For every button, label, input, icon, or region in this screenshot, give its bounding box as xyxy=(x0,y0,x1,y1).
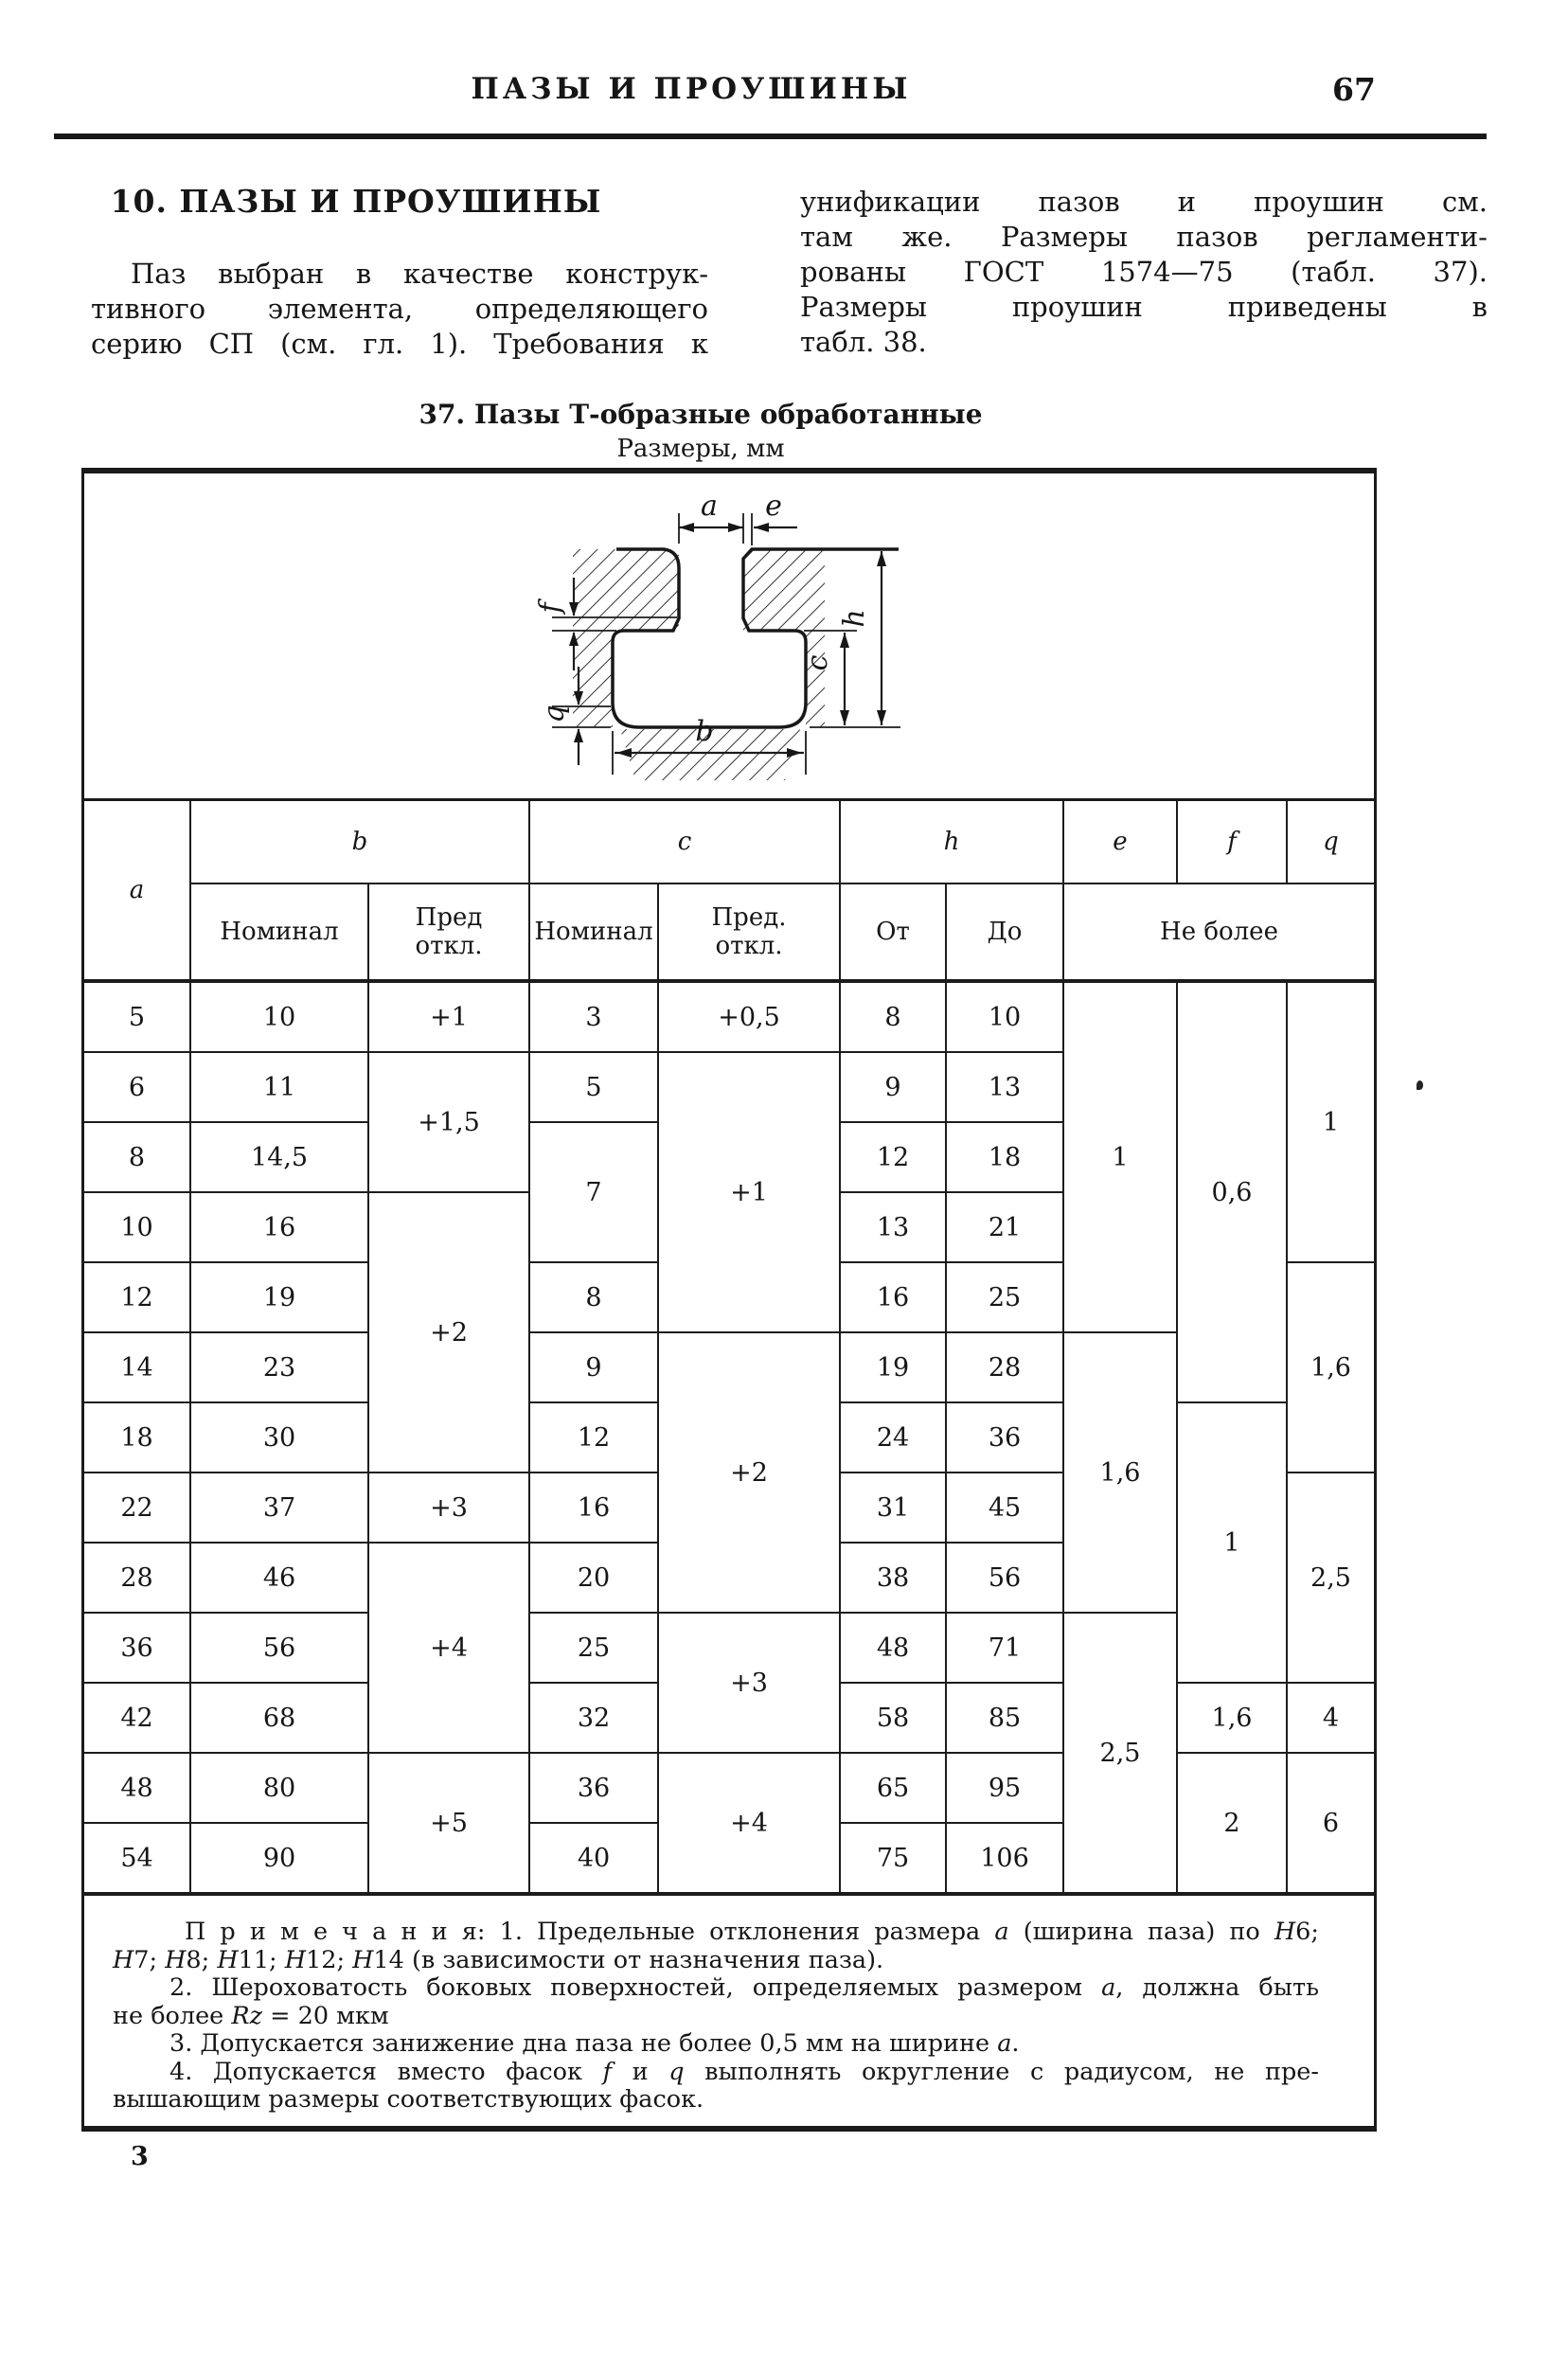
intro-left-line: Паз выбран в качестве конструк- xyxy=(131,258,708,290)
cell-h-do: 13 xyxy=(946,1052,1063,1122)
dim-label-q: q xyxy=(538,705,571,723)
cell-e: 2,5 xyxy=(1063,1613,1177,1892)
cell-b-nom: 56 xyxy=(190,1613,368,1683)
dim-label-e: e xyxy=(765,490,782,523)
cell-h-do: 106 xyxy=(946,1823,1063,1892)
cell-c-nom: 32 xyxy=(529,1683,658,1753)
cell-b-nom: 16 xyxy=(190,1192,368,1262)
cell-b-otkl: +5 xyxy=(368,1753,529,1892)
cell-a: 54 xyxy=(84,1823,190,1892)
intro-right-column xyxy=(800,185,1488,360)
intro-left-line: серию СП (см. гл. 1). Требования к xyxy=(91,328,708,360)
table-title: 37. Пазы Т-образные обработанные xyxy=(419,399,983,430)
cell-b-nom: 30 xyxy=(190,1402,368,1472)
page-number: 67 xyxy=(1332,71,1376,108)
t-slot-dimensions-table xyxy=(84,801,1374,1892)
intro-right-line: Размеры проушин приведены в xyxy=(800,291,1488,323)
cell-b-nom: 90 xyxy=(190,1823,368,1892)
cell-h-ot: 8 xyxy=(840,981,946,1052)
col-header-f: f xyxy=(1177,801,1287,884)
table-notes xyxy=(84,1892,1374,2115)
t-slot-cross-section-drawing xyxy=(527,479,984,799)
note-line: 3. Допускается занижение дна паза не более 0,5 мм на ширине a. xyxy=(169,2029,1020,2058)
cell-h-do: 45 xyxy=(946,1472,1063,1543)
subheader-c-nominal: Номинал xyxy=(529,884,658,981)
subheader-h-to: До xyxy=(946,884,1063,981)
note-line: H7; H8; H11; H12; H14 (в зависимости от назначения паза). xyxy=(113,1945,884,1974)
cell-h-ot: 75 xyxy=(840,1823,946,1892)
cell-b-nom: 11 xyxy=(190,1052,368,1122)
cell-h-ot: 31 xyxy=(840,1472,946,1543)
cell-q: 4 xyxy=(1287,1683,1374,1753)
cell-f: 1 xyxy=(1177,1402,1287,1683)
subheader-ne-bolee: Не более xyxy=(1063,884,1374,981)
col-header-e: e xyxy=(1063,801,1177,884)
cell-h-ot: 19 xyxy=(840,1332,946,1402)
cell-c-nom: 7 xyxy=(529,1122,658,1262)
cell-c-otkl: +3 xyxy=(658,1613,840,1753)
cell-c-otkl: +1 xyxy=(658,1052,840,1332)
cell-h-ot: 12 xyxy=(840,1122,946,1192)
t-slot-drawing-area xyxy=(84,473,1374,801)
dim-label-b: b xyxy=(695,715,714,748)
cell-b-nom: 46 xyxy=(190,1543,368,1613)
cell-a: 10 xyxy=(84,1192,190,1262)
cell-f: 1,6 xyxy=(1177,1683,1287,1753)
cell-b-otkl: +1,5 xyxy=(368,1052,529,1192)
signature-mark: 3 xyxy=(131,2142,158,2167)
cell-b-otkl: +2 xyxy=(368,1192,529,1472)
cell-q: 2,5 xyxy=(1287,1472,1374,1683)
cell-q: 1,6 xyxy=(1287,1262,1374,1472)
intro-right-line: унификации пазов и проушин см. xyxy=(800,186,1488,218)
cell-h-do: 56 xyxy=(946,1543,1063,1613)
cell-h-do: 95 xyxy=(946,1753,1063,1823)
intro-left-line: тивного элемента, определяющего xyxy=(91,293,708,325)
cell-h-ot: 16 xyxy=(840,1262,946,1332)
cell-c-otkl: +0,5 xyxy=(658,981,840,1052)
cell-h-ot: 38 xyxy=(840,1543,946,1613)
cell-h-ot: 9 xyxy=(840,1052,946,1122)
cell-a: 14 xyxy=(84,1332,190,1402)
cell-c-nom: 20 xyxy=(529,1543,658,1613)
cell-a: 22 xyxy=(84,1472,190,1543)
cell-c-nom: 16 xyxy=(529,1472,658,1543)
cell-f: 0,6 xyxy=(1177,981,1287,1402)
cell-f: 2 xyxy=(1177,1753,1287,1892)
cell-c-nom: 3 xyxy=(529,981,658,1052)
cell-a: 18 xyxy=(84,1402,190,1472)
cell-b-nom: 14,5 xyxy=(190,1122,368,1192)
cell-e: 1,6 xyxy=(1063,1332,1177,1613)
hatch-left-material xyxy=(573,549,679,727)
cell-h-do: 10 xyxy=(946,981,1063,1052)
cell-b-nom: 68 xyxy=(190,1683,368,1753)
intro-left-column xyxy=(91,257,708,362)
col-header-b: b xyxy=(190,801,529,884)
intro-right-line: там же. Размеры пазов регламенти- xyxy=(800,221,1488,253)
note-line: не более Rz = 20 мкм xyxy=(113,2001,389,2030)
cell-b-nom: 37 xyxy=(190,1472,368,1543)
note-line: 2. Шероховатость боковых поверхностей, определяемых размером a, должна быть xyxy=(169,1973,1319,2002)
intro-right-line: табл. 38. xyxy=(800,326,927,358)
cell-c-nom: 5 xyxy=(529,1052,658,1122)
cell-h-ot: 13 xyxy=(840,1192,946,1262)
cell-c-nom: 36 xyxy=(529,1753,658,1823)
cell-b-nom: 80 xyxy=(190,1753,368,1823)
cell-a: 48 xyxy=(84,1753,190,1823)
cell-c-nom: 9 xyxy=(529,1332,658,1402)
cell-b-nom: 23 xyxy=(190,1332,368,1402)
note-line: П р и м е ч а н и я: 1. Предельные отклонения размера a (ширина паза) по H6; xyxy=(185,1918,1319,1946)
cell-b-otkl: +1 xyxy=(368,981,529,1052)
note-line: вышающим размеры соответствующих фасок. xyxy=(113,2085,704,2114)
cell-h-ot: 58 xyxy=(840,1683,946,1753)
subheader-b-nominal: Номинал xyxy=(190,884,368,981)
section-heading: 10. ПАЗЫ И ПРОУШИНЫ xyxy=(110,183,602,220)
subheader-b-otkl: Пред откл. xyxy=(368,884,529,981)
dim-label-c: c xyxy=(801,654,834,671)
cell-c-otkl: +2 xyxy=(658,1332,840,1613)
cell-a: 5 xyxy=(84,981,190,1052)
cell-c-nom: 40 xyxy=(529,1823,658,1892)
table-37-frame xyxy=(81,468,1377,2132)
cell-c-nom: 12 xyxy=(529,1402,658,1472)
cell-c-nom: 8 xyxy=(529,1262,658,1332)
cell-b-nom: 19 xyxy=(190,1262,368,1332)
running-head: ПАЗЫ И ПРОУШИНЫ xyxy=(471,72,912,106)
col-header-a: a xyxy=(84,801,190,981)
note-line: 4. Допускается вместо фасок f и q выполнять округление с радиусом, не пре- xyxy=(169,2057,1319,2086)
col-header-q: q xyxy=(1287,801,1374,884)
col-header-c: c xyxy=(529,801,840,884)
cell-b-otkl: +3 xyxy=(368,1472,529,1543)
table-subtitle: Размеры, мм xyxy=(616,435,785,463)
scan-artifact-dot xyxy=(1417,1080,1423,1090)
cell-a: 36 xyxy=(84,1613,190,1683)
dim-label-h: h xyxy=(838,609,871,628)
subheader-h-from: От xyxy=(840,884,946,981)
table-row xyxy=(84,1753,1374,1823)
cell-q: 6 xyxy=(1287,1753,1374,1892)
cell-a: 42 xyxy=(84,1683,190,1753)
cell-h-do: 21 xyxy=(946,1192,1063,1262)
cell-c-nom: 25 xyxy=(529,1613,658,1683)
subheader-c-otkl: Пред. откл. xyxy=(658,884,840,981)
cell-h-do: 36 xyxy=(946,1402,1063,1472)
hatch-right-material xyxy=(743,549,825,727)
cell-a: 8 xyxy=(84,1122,190,1192)
cell-h-do: 71 xyxy=(946,1613,1063,1683)
cell-a: 28 xyxy=(84,1543,190,1613)
cell-a: 6 xyxy=(84,1052,190,1122)
intro-right-line: рованы ГОСТ 1574—75 (табл. 37). xyxy=(800,256,1488,288)
cell-b-otkl: +4 xyxy=(368,1543,529,1753)
cell-q: 1 xyxy=(1287,981,1374,1262)
col-header-h: h xyxy=(840,801,1063,884)
cell-c-otkl: +4 xyxy=(658,1753,840,1892)
cell-e: 1 xyxy=(1063,981,1177,1332)
cell-b-nom: 10 xyxy=(190,981,368,1052)
cell-h-do: 18 xyxy=(946,1122,1063,1192)
cell-h-ot: 48 xyxy=(840,1613,946,1683)
cell-h-ot: 24 xyxy=(840,1402,946,1472)
cell-h-do: 85 xyxy=(946,1683,1063,1753)
dim-label-a: a xyxy=(701,490,718,523)
cell-h-do: 25 xyxy=(946,1262,1063,1332)
table-row xyxy=(84,981,1374,1052)
head-rule xyxy=(54,134,1487,139)
cell-a: 12 xyxy=(84,1262,190,1332)
dim-label-f: f xyxy=(534,602,567,614)
cell-h-do: 28 xyxy=(946,1332,1063,1402)
cell-h-ot: 65 xyxy=(840,1753,946,1823)
